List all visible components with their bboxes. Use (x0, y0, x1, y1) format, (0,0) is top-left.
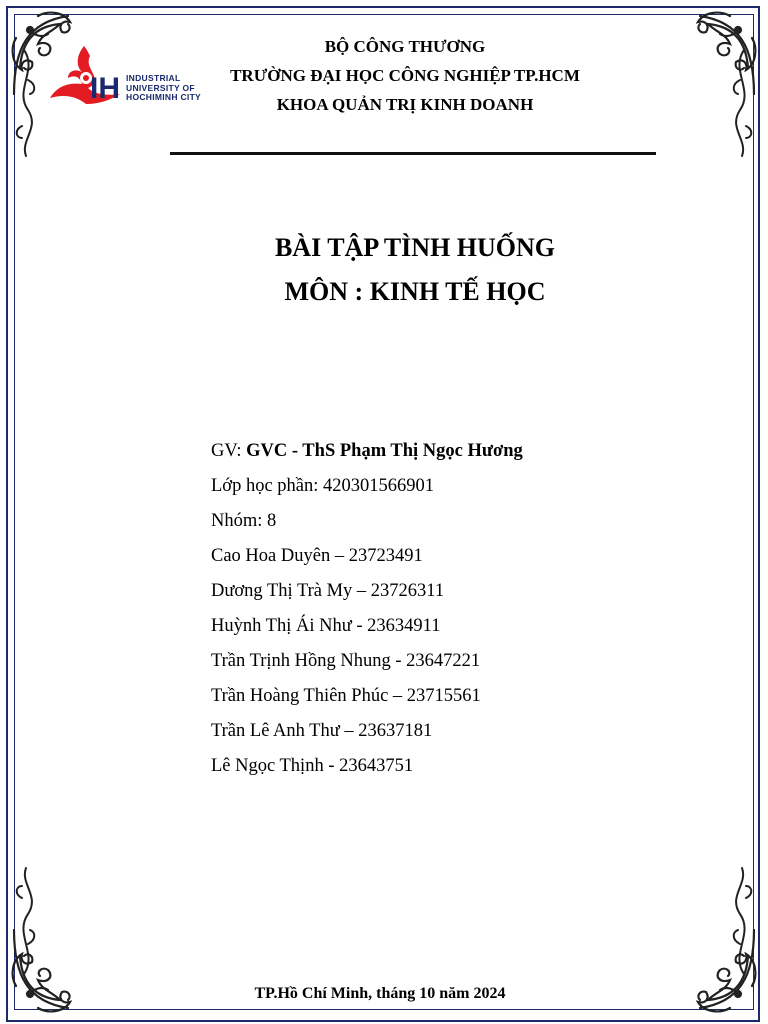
class-code: Lớp học phần: 420301566901 (211, 476, 435, 496)
scroll-ornament-icon (10, 40, 50, 160)
member-item: Dương Thị Trà My – 23726311 (211, 581, 445, 601)
lecturer-name: GVC - ThS Phạm Thị Ngọc Hương (246, 441, 523, 461)
title-line-2: MÔN : KINH TẾ HỌC (284, 277, 546, 306)
scroll-ornament-icon (718, 864, 758, 984)
member-item: Trần Hoàng Thiên Phúc – 23715561 (211, 686, 481, 706)
member-item: Trần Trịnh Hồng Nhung - 23647221 (211, 651, 481, 671)
member-item: Trần Lê Anh Thư – 23637181 (211, 721, 433, 741)
scroll-ornament-icon (10, 864, 50, 984)
member-item: Cao Hoa Duyên – 23723491 (211, 546, 423, 566)
lecturer-label: GV: (211, 441, 247, 461)
lecturer-row (211, 437, 523, 472)
place-and-date: TP.Hồ Chí Minh, tháng 10 năm 2024 (254, 985, 506, 1002)
header-divider (170, 152, 656, 155)
logo-caption-line: HOCHIMINH CITY (126, 92, 202, 102)
ministry-name: BỘ CÔNG THƯƠNG (324, 37, 486, 56)
university-name: TRƯỜNG ĐẠI HỌC CÔNG NGHIỆP TP.HCM (230, 66, 580, 85)
member-item: Lê Ngọc Thịnh - 23643751 (211, 756, 414, 776)
group-number: Nhóm: 8 (211, 511, 277, 531)
member-item: Huỳnh Thị Ái Như - 23634911 (211, 616, 441, 636)
institution-header (170, 32, 640, 119)
scroll-ornament-icon (718, 40, 758, 160)
logo-caption-line: INDUSTRIAL (126, 73, 181, 83)
svg-text:IH: IH (90, 72, 120, 105)
document-title (130, 226, 700, 314)
title-line-1: BÀI TẬP TÌNH HUỐNG (274, 233, 556, 262)
info-block (211, 437, 523, 787)
faculty-name: KHOA QUẢN TRỊ KINH DOANH (276, 95, 534, 114)
logo-caption-line: UNIVERSITY OF (126, 82, 195, 93)
